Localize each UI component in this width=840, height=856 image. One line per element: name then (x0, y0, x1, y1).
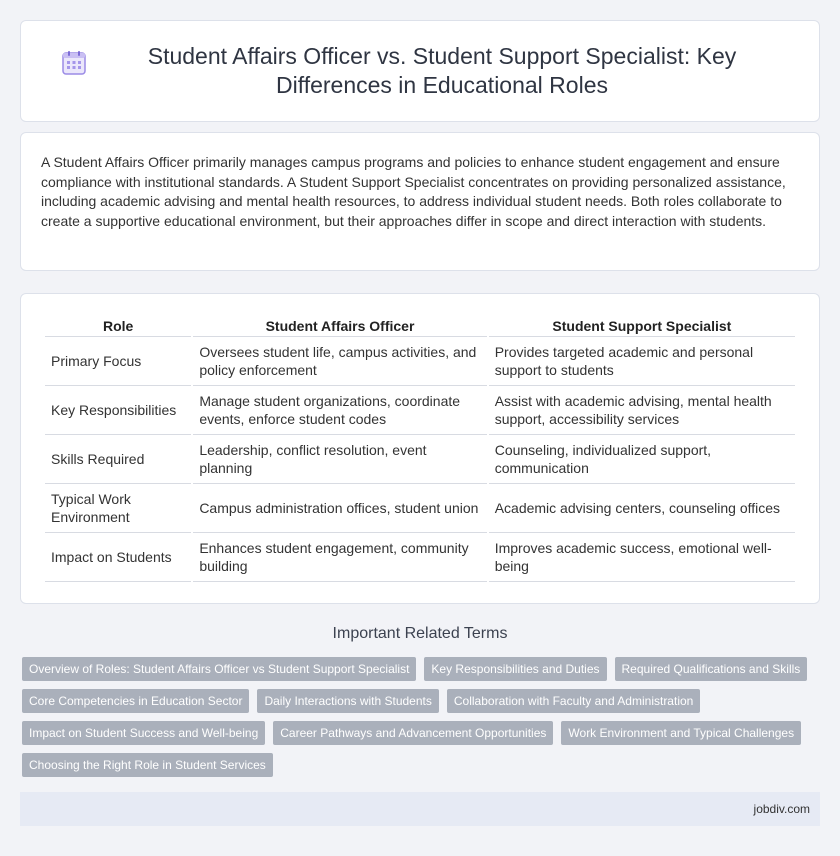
cell-officer: Oversees student life, campus activities, and policy enforcement (193, 337, 486, 386)
cell-specialist: Counseling, individualized support, communication (489, 435, 795, 484)
cell-specialist: Provides targeted academic and personal support to students (489, 337, 795, 386)
title-wrap (61, 42, 779, 100)
related-tag[interactable]: Overview of Roles: Student Affairs Officer vs Student Support Specialist (22, 657, 416, 681)
comparison-table-card (20, 293, 820, 604)
related-tag[interactable]: Key Responsibilities and Duties (424, 657, 606, 681)
header-role: Role (45, 314, 191, 337)
title-card (20, 20, 820, 122)
calendar-icon (61, 50, 87, 76)
header-student-affairs-officer: Student Affairs Officer (193, 314, 486, 337)
related-terms-title: Important Related Terms (332, 625, 508, 642)
related-tag[interactable]: Career Pathways and Advancement Opportunities (273, 721, 553, 745)
intro-card (20, 132, 820, 271)
related-tag[interactable]: Core Competencies in Education Sector (22, 689, 249, 713)
cell-officer: Leadership, conflict resolution, event planning (193, 435, 486, 484)
related-tag[interactable]: Work Environment and Typical Challenges (561, 721, 801, 745)
cell-officer: Campus administration offices, student union (193, 484, 486, 533)
table-row (45, 337, 795, 386)
row-label: Key Responsibilities (45, 386, 191, 435)
header-student-support-specialist: Student Support Specialist (489, 314, 795, 337)
related-tag[interactable]: Choosing the Right Role in Student Services (22, 753, 273, 777)
related-tag[interactable]: Impact on Student Success and Well-being (22, 721, 265, 745)
cell-officer: Enhances student engagement, community building (193, 533, 486, 582)
row-label: Primary Focus (45, 337, 191, 386)
cell-specialist: Academic advising centers, counseling offices (489, 484, 795, 533)
row-label: Impact on Students (45, 533, 191, 582)
cell-specialist: Improves academic success, emotional well-being (489, 533, 795, 582)
row-label: Skills Required (45, 435, 191, 484)
cell-officer: Manage student organizations, coordinate events, enforce student codes (193, 386, 486, 435)
related-tag[interactable]: Daily Interactions with Students (257, 689, 438, 713)
comparison-table (43, 314, 797, 582)
table-row (45, 435, 795, 484)
page-title: Student Affairs Officer vs. Student Support Specialist: Key Differences in Educational Roles (147, 43, 737, 98)
related-tag[interactable]: Collaboration with Faculty and Administration (447, 689, 700, 713)
intro-text: A Student Affairs Officer primarily manages campus programs and policies to enhance student engagement and ensure compliance with institutional standards. A Student Support Specialist concentrates on providing personalized assistance, including academic advising and mental health resources, to address individual student needs. Both roles collaborate to create a supportive educational environment, but their approaches differ in scope and direct interaction with students. (41, 154, 786, 229)
row-label: Typical Work Environment (45, 484, 191, 533)
footer-site-link[interactable]: jobdiv.com (753, 802, 810, 816)
table-header-row (45, 314, 795, 337)
related-tag[interactable]: Required Qualifications and Skills (615, 657, 808, 681)
table-row (45, 533, 795, 582)
table-row (45, 386, 795, 435)
cell-specialist: Assist with academic advising, mental health support, accessibility services (489, 386, 795, 435)
related-terms-tags (22, 657, 822, 785)
table-row (45, 484, 795, 533)
footer (20, 792, 820, 826)
